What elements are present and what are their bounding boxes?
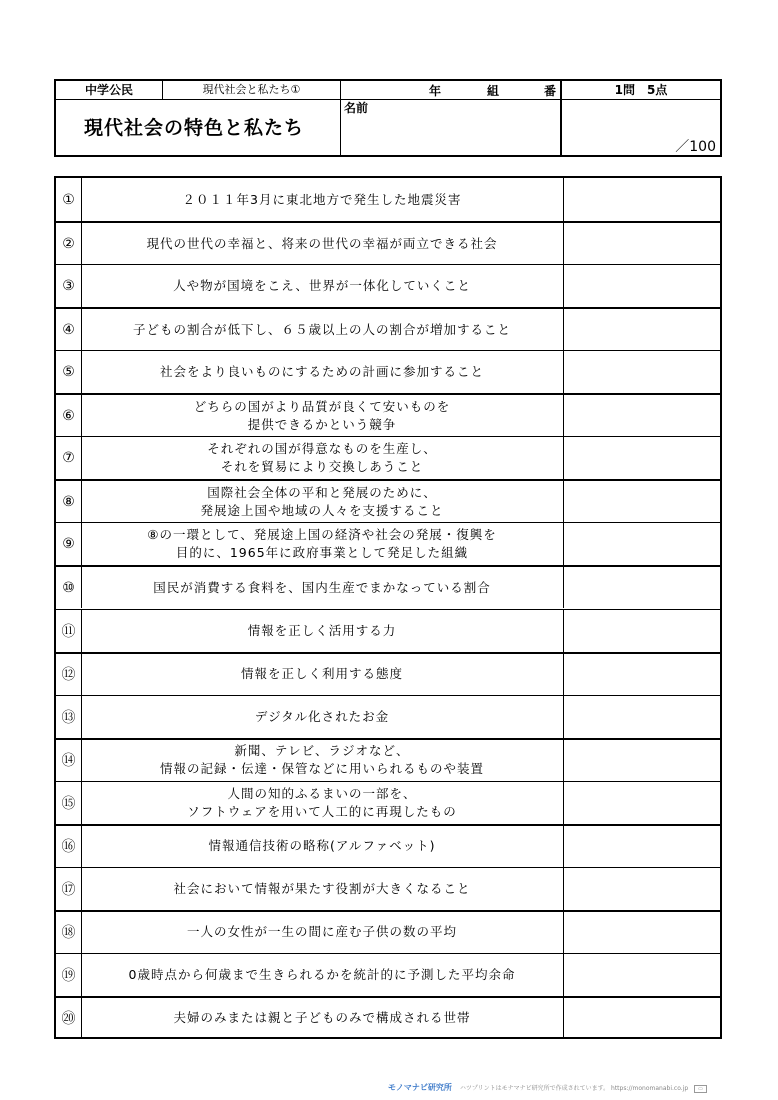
question-row	[56, 221, 720, 264]
question-text: 国民が消費する食料を、国内生産でまかなっている割合	[81, 567, 564, 608]
question-text: 新聞、テレビ、ラジオなど、 情報の記録・伝達・保管などに用いられるものや装置	[81, 740, 564, 781]
name-field[interactable]	[341, 100, 562, 157]
question-number: ⑳	[56, 998, 82, 1039]
question-row	[56, 565, 720, 608]
question-text: ⑧の一環として、発展途上国の経済や社会の発展・復興を 目的に、1965年に政府事業として発足した組織	[81, 523, 564, 565]
question-text: どちらの国がより品質が良くて安いものを 提供できるかという競争	[81, 395, 564, 436]
question-number: ⑥	[56, 395, 82, 436]
question-row	[56, 695, 720, 738]
question-row	[56, 910, 720, 953]
number-label: 番	[544, 84, 557, 98]
answer-field[interactable]	[563, 954, 720, 996]
footer	[388, 1082, 707, 1093]
question-number: ⑫	[56, 654, 82, 695]
question-text: 子どもの割合が低下し、６５歳以上の人の割合が増加すること	[81, 309, 564, 350]
answer-field[interactable]	[563, 696, 720, 738]
answer-field[interactable]	[563, 481, 720, 522]
question-row	[56, 824, 720, 867]
question-number: ⑱	[56, 912, 82, 953]
answer-field[interactable]	[563, 740, 720, 781]
answer-field[interactable]	[563, 868, 720, 910]
question-row	[56, 393, 720, 436]
question-number: ②	[56, 223, 82, 264]
question-row	[56, 781, 720, 824]
question-text: 情報通信技術の略称(アルファベット)	[81, 826, 564, 867]
question-row	[56, 178, 720, 221]
question-number: ③	[56, 265, 82, 307]
question-number: ⑧	[56, 481, 82, 522]
answer-field[interactable]	[563, 610, 720, 652]
question-text: 一人の女性が一生の間に産む子供の数の平均	[81, 912, 564, 953]
question-text: それぞれの国が得意なものを生産し、 それを貿易により交換しあうこと	[81, 437, 564, 479]
answer-field[interactable]	[563, 223, 720, 264]
page-title: 現代社会の特色と私たち	[56, 100, 341, 157]
answer-field[interactable]	[563, 395, 720, 436]
brand-logo: モノマナビ研究所	[388, 1083, 452, 1092]
question-text: デジタル化されたお金	[81, 696, 564, 738]
question-text: 社会をより良いものにするための計画に参加すること	[81, 351, 564, 393]
answer-field[interactable]	[563, 998, 720, 1039]
question-row	[56, 479, 720, 522]
question-row	[56, 609, 720, 652]
question-number: ①	[56, 178, 82, 221]
answer-field[interactable]	[563, 265, 720, 307]
question-text: 人間の知的ふるまいの一部を、 ソフトウェアを用いて人工的に再現したもの	[81, 782, 564, 824]
question-number: ⑨	[56, 523, 82, 565]
name-label: 名前	[344, 101, 369, 115]
question-row	[56, 867, 720, 910]
question-row	[56, 307, 720, 350]
question-text: 情報を正しく利用する態度	[81, 654, 564, 695]
question-text: ２０１１年3月に東北地方で発生した地震災害	[81, 178, 564, 221]
answer-field[interactable]	[563, 654, 720, 695]
question-number: ⑬	[56, 696, 82, 738]
question-text: 人や物が国境をこえ、世界が一体化していくこと	[81, 265, 564, 307]
question-row	[56, 264, 720, 307]
answer-field[interactable]	[563, 567, 720, 608]
year-class-number-field[interactable]	[341, 81, 562, 100]
question-row	[56, 350, 720, 393]
question-row	[56, 436, 720, 479]
question-text: 夫婦のみまたは親と子どものみで構成される世帯	[81, 998, 564, 1039]
answer-field[interactable]	[563, 912, 720, 953]
question-text: 0歳時点から何歳まで生きられるかを統計的に予測した平均余命	[81, 954, 564, 996]
answer-field[interactable]	[563, 351, 720, 393]
question-number: ⑲	[56, 954, 82, 996]
answer-field[interactable]	[563, 178, 720, 221]
score-field[interactable]	[562, 100, 720, 157]
worksheet-header	[54, 79, 722, 157]
question-number: ⑯	[56, 826, 82, 867]
question-row	[56, 953, 720, 996]
question-number: ④	[56, 309, 82, 350]
answer-field[interactable]	[563, 523, 720, 565]
question-number: ⑦	[56, 437, 82, 479]
question-row	[56, 522, 720, 565]
answer-field[interactable]	[563, 309, 720, 350]
license-badge: ▭	[694, 1085, 707, 1093]
question-number: ⑮	[56, 782, 82, 824]
question-row	[56, 996, 720, 1039]
answer-field[interactable]	[563, 782, 720, 824]
class-label: 組	[487, 84, 500, 98]
points-per-question: 1問 5点	[562, 81, 720, 100]
question-number: ⑤	[56, 351, 82, 393]
question-text: 社会において情報が果たす役割が大きくなること	[81, 868, 564, 910]
question-number: ⑰	[56, 868, 82, 910]
unit-label: 現代社会と私たち①	[163, 81, 341, 100]
score-total: ／100	[675, 139, 716, 155]
question-number: ⑭	[56, 740, 82, 781]
question-number: ⑪	[56, 610, 82, 652]
question-row	[56, 652, 720, 695]
subject-label: 中学公民	[56, 81, 163, 100]
question-number: ⑩	[56, 567, 82, 608]
question-text: 現代の世代の幸福と、将来の世代の幸福が両立できる社会	[81, 223, 564, 264]
questions-table	[54, 176, 722, 1039]
answer-field[interactable]	[563, 437, 720, 479]
footer-note: ハツプリントはモナマナビ研究所で作成されています。 https://monomanabi.co.jp	[459, 1085, 689, 1092]
question-text: 国際社会全体の平和と発展のために、 発展途上国や地域の人々を支援すること	[81, 481, 564, 522]
year-label: 年	[429, 84, 442, 98]
answer-field[interactable]	[563, 826, 720, 867]
question-row	[56, 738, 720, 781]
question-text: 情報を正しく活用する力	[81, 610, 564, 652]
